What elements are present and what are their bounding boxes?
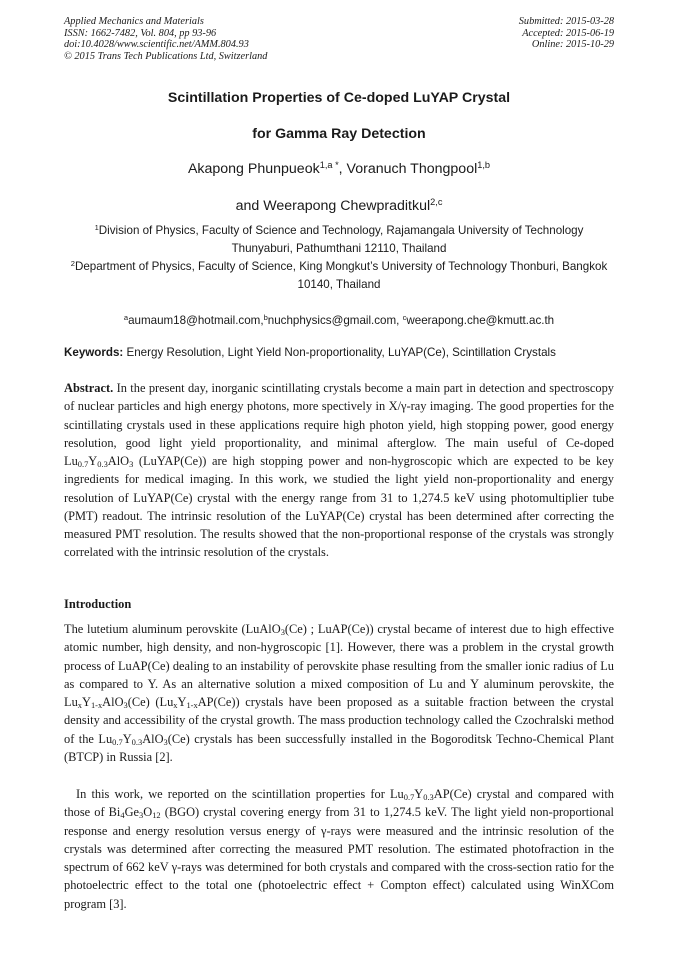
- accepted-date: Accepted: 2015-06-19: [522, 27, 614, 39]
- section-heading-introduction: Introduction: [64, 597, 132, 611]
- copyright-line: © 2015 Trans Tech Publications Ltd, Switzerland: [64, 50, 268, 62]
- abstract-text: (LuYAP(Ce)) are high stopping power and non-hygroscopic which are expected to be key ingredients for medical imaging. In this work, we studied the light yield non-proportionality and energy resolution of LuYAP(Ce) crystal with the energy range from 31 to 1,274.5 keV using photomultiplier tube (PMT) readout. The intrinsic resolution of the LuYAP(Ce) crystal has been determined after correcting the measured PMT resolution. The results showed that the non-proportional response of the crystals was strongly correlated with the intrinsic resolution of the crystals.: [64, 454, 614, 560]
- issn-line: ISSN: 1662-7482, Vol. 804, pp 93-96: [64, 27, 217, 39]
- author-name: Weerapong Chewpraditkul: [263, 198, 431, 214]
- subscript: 3: [123, 700, 128, 711]
- affiliation-text: Division of Physics, Faculty of Science and Technology, Rajamangala University of Technology Thunyaburi, Pathumthani 12110, Thailand: [98, 224, 584, 256]
- paragraph-text: (Ce) (Lu: [127, 695, 174, 709]
- subscript: 3: [163, 736, 168, 747]
- email-mark: b: [263, 312, 268, 322]
- paragraph-text: AP(Ce)) crystals have been proposed as a suitable fraction between the crystal density and accessibility of the crystal growth. The mass production technology called the Czochralski method of the Lu: [64, 695, 614, 746]
- affiliation-number: 2: [70, 258, 75, 268]
- paper-title-line-2: for Gamma Ray Detection: [252, 126, 426, 142]
- author-emails: [0, 314, 678, 327]
- abstract-text: AlO: [107, 454, 130, 468]
- affiliation-1: [64, 222, 614, 259]
- submitted-date: Submitted: 2015-03-28: [518, 16, 614, 27]
- online-date: Online: 2015-10-29: [531, 39, 614, 51]
- journal-header: [64, 16, 267, 62]
- affiliation-text: Department of Physics, Faculty of Science, King Mongkut’s University of Technology Thonburi, Bangkok 10140, Thailand: [74, 260, 608, 292]
- paragraph-text: Y: [414, 787, 424, 801]
- subscript: 1-x: [90, 700, 103, 711]
- author-name: Voranuch Thongpool: [346, 161, 478, 177]
- subscript: 3: [139, 810, 144, 821]
- author-conjunction: and: [235, 198, 264, 214]
- subscript: 12: [152, 810, 161, 821]
- dates-header: [519, 16, 614, 51]
- subscript: x: [173, 700, 178, 711]
- author-affiliation-mark: 1,b: [477, 159, 491, 170]
- affiliation-number: 1: [94, 222, 99, 232]
- paragraph-text: The lutetium aluminum perovskite (LuAlO: [64, 622, 281, 636]
- paragraph-text: (Ce) ; LuAP(Ce)) crystal became of interest due to high effective atomic number, high density, and non-hygroscopic [1]. However, there was a problem in the crystal growth process of LuAP(Ce) dealing to an instability of perovskite phase resulting from the smaller ionic radius of Lu as compared to Y. As an alternative solution a mixed composition of Lu and Y aluminum perovskite, the Lu: [64, 622, 614, 709]
- author-name: Akapong Phunpueok: [187, 161, 320, 177]
- email-link[interactable]: weerapong.che@kmutt.ac.th: [406, 314, 555, 327]
- paper-title-line-1: Scintillation Properties of Ce-doped LuYAP Crystal: [167, 90, 511, 106]
- email-mark: a: [123, 312, 129, 322]
- abstract-text: In the present day, inorganic scintillating crystals become a main part in detection and spectroscopy of nuclear particles and high energy photons, more spectively in X/γ-ray imaging. The good properties for the scintillating crystals used in these applications require high photon yield, high stopping power, good energy resolution, good light yield proportionality, and minimal afterglow. The main useful of Ce-doped Lu: [64, 381, 614, 468]
- subscript: x: [77, 700, 82, 711]
- keywords-label: Keywords:: [64, 346, 124, 359]
- doi-link[interactable]: doi:10.4028/www.scientific.net/AMM.804.93: [64, 39, 249, 51]
- paragraph-text: Y: [81, 695, 91, 709]
- keywords-text: Energy Resolution, Light Yield Non-proportionality, LuYAP(Ce), Scintillation Crystals: [123, 346, 556, 359]
- journal-name: Applied Mechanics and Materials: [64, 16, 204, 27]
- author-separator: ,: [338, 161, 347, 177]
- author-line-2: [0, 198, 678, 214]
- paragraph-text: Ge: [124, 805, 140, 820]
- subscript: 0.7: [403, 792, 415, 803]
- email-mark: c: [402, 312, 407, 322]
- abstract-paragraph: [64, 379, 614, 562]
- subscript: 0.3: [131, 736, 143, 747]
- subscript: 3: [129, 459, 134, 470]
- email-link[interactable]: aumaum18@hotmail.com,: [128, 314, 264, 327]
- paragraph-text: O: [143, 805, 153, 820]
- keywords-line: [64, 346, 556, 359]
- paragraph-text: Y: [177, 695, 187, 709]
- author-line-1: [0, 161, 678, 177]
- subscript: 1-x: [186, 700, 198, 711]
- paragraph-text: (Ce) crystals has been successfully installed in the Bogoroditsk Techno-Chemical Plant (BTCP) in Russia [2].: [64, 731, 614, 764]
- affiliation-2: [64, 258, 614, 295]
- author-affiliation-mark: 1,a *: [319, 159, 339, 170]
- introduction-paragraph-2: [64, 785, 614, 913]
- paragraph-text: In this work, we reported on the scintillation properties for Lu: [76, 787, 404, 801]
- abstract-text: Y: [88, 454, 98, 468]
- paragraph-text: AlO: [142, 731, 164, 746]
- subscript: 0.3: [97, 459, 108, 470]
- subscript: 0.7: [77, 459, 89, 470]
- author-affiliation-mark: 2,c: [430, 196, 443, 207]
- paragraph-text: Y: [122, 731, 132, 746]
- email-link[interactable]: nuchphysics@gmail.com,: [267, 314, 403, 327]
- paragraph-text: AlO: [102, 695, 124, 709]
- subscript: 4: [120, 810, 125, 821]
- subscript: 0.3: [423, 792, 434, 803]
- abstract-label: Abstract.: [64, 381, 114, 395]
- subscript: 0.7: [112, 736, 123, 747]
- introduction-paragraph-1: [64, 620, 614, 766]
- subscript: 3: [280, 627, 285, 638]
- paragraph-text: AP(Ce) crystal and compared with those of Bi: [64, 787, 614, 820]
- paragraph-text: (BGO) crystal covering energy from 31 to 1,274.5 keV. The light yield non-proportional response and energy resolution versus energy of γ-rays were measured and the intrinsic resolution of the crystals was determined after correcting the measured PMT resolution. The estimated photofraction in the spectrum of 662 keV γ-rays was determined for both crystals and compared with the cross-section ratio for the photoelectric effect to the total one (photoelectric effect + Compton effect) calculated using WinXCom program [3].: [64, 805, 614, 911]
